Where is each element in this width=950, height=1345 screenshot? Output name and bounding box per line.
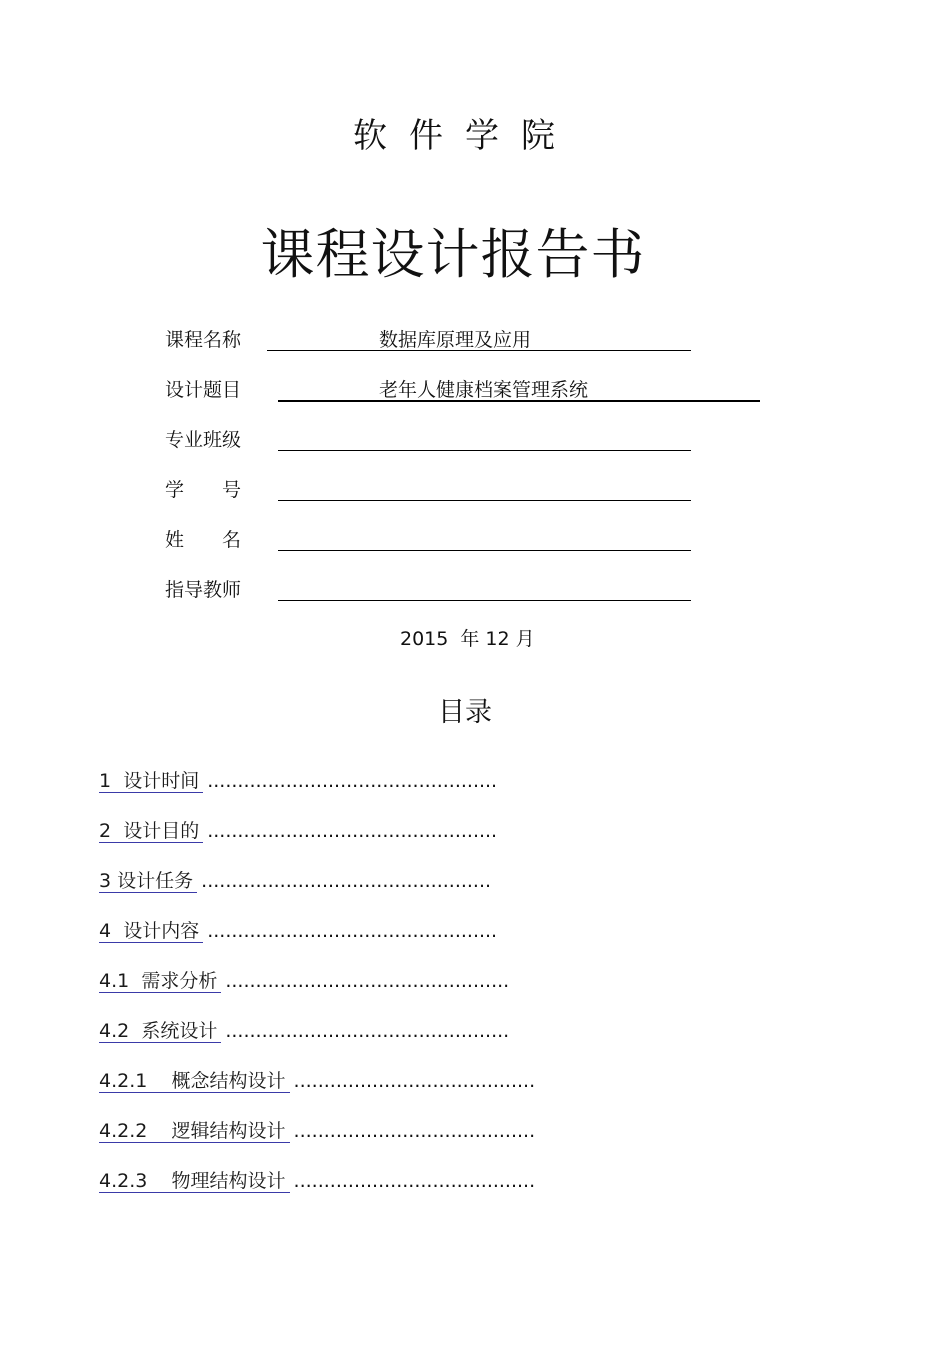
toc-number: 4.2.1: [99, 1070, 148, 1092]
toc-link-4-1[interactable]: [99, 970, 221, 993]
toc-item: [99, 1116, 535, 1144]
info-label: 设计题目: [165, 379, 242, 401]
report-title: 课程设计报告书: [260, 223, 646, 286]
school-name: 软件学院: [353, 116, 577, 156]
toc-item: [99, 816, 497, 844]
toc-leader-dots: ........................................: [293, 1120, 536, 1142]
underline: [278, 550, 691, 551]
date-year: 2015: [400, 628, 449, 650]
toc-text: 系统设计: [141, 1020, 218, 1042]
toc-link-4-2-3[interactable]: [99, 1170, 290, 1193]
toc-number: 4.2.3: [99, 1170, 148, 1192]
toc-link-4[interactable]: [99, 920, 203, 943]
toc-number: 4.2: [99, 1020, 130, 1042]
toc-leader-dots: ...............................................: [225, 1020, 510, 1042]
toc-text: 设计目的: [123, 820, 200, 842]
info-label: 学 号: [165, 479, 242, 501]
toc-item: [99, 866, 491, 894]
toc-number: 4.1: [99, 970, 130, 992]
toc-link-4-2-1[interactable]: [99, 1070, 290, 1093]
info-value-course: 数据库原理及应用: [379, 329, 532, 351]
report-date: [400, 624, 535, 651]
toc-leader-dots: ................................................: [201, 870, 492, 892]
toc-item: [99, 1016, 509, 1044]
toc-text: 概念结构设计: [171, 1070, 286, 1092]
toc-leader-dots: ................................................: [207, 820, 498, 842]
toc-item: [99, 966, 509, 994]
underline: [278, 450, 691, 451]
toc-link-1[interactable]: [99, 770, 203, 793]
info-label: 专业班级: [165, 429, 242, 451]
toc-text: 物理结构设计: [171, 1170, 286, 1192]
date-month: 12: [485, 628, 510, 650]
info-value-topic: 老年人健康档案管理系统: [379, 379, 589, 401]
toc-text: 设计内容: [123, 920, 200, 942]
toc-number: 4: [99, 920, 112, 942]
toc-text: 逻辑结构设计: [171, 1120, 286, 1142]
date-year-unit: 年: [460, 628, 480, 650]
toc-title: 目录: [438, 697, 492, 728]
toc-item: [99, 916, 497, 944]
toc-number: 1: [99, 770, 112, 792]
info-label: 姓 名: [165, 529, 242, 551]
toc-text: 设计时间: [123, 770, 200, 792]
toc-leader-dots: ........................................: [293, 1070, 536, 1092]
toc-link-2[interactable]: [99, 820, 203, 843]
date-month-unit: 月: [515, 628, 535, 650]
toc-item: [99, 1066, 535, 1094]
info-label: 课程名称: [165, 329, 242, 351]
toc-leader-dots: ...............................................: [225, 970, 510, 992]
toc-text: 设计任务: [117, 870, 194, 892]
toc-leader-dots: ................................................: [207, 770, 498, 792]
toc-leader-dots: ........................................: [293, 1170, 536, 1192]
toc-leader-dots: ................................................: [207, 920, 498, 942]
toc-text: 需求分析: [141, 970, 218, 992]
info-label: 指导教师: [165, 579, 242, 601]
underline: [278, 500, 691, 501]
toc-link-4-2[interactable]: [99, 1020, 221, 1043]
toc-link-4-2-2[interactable]: [99, 1120, 290, 1143]
toc-number: 4.2.2: [99, 1120, 148, 1142]
underline: [278, 600, 691, 601]
toc-link-3[interactable]: [99, 870, 197, 893]
toc-item: [99, 1166, 535, 1194]
toc-number: 3: [99, 870, 112, 892]
toc-number: 2: [99, 820, 112, 842]
toc-item: [99, 766, 497, 794]
